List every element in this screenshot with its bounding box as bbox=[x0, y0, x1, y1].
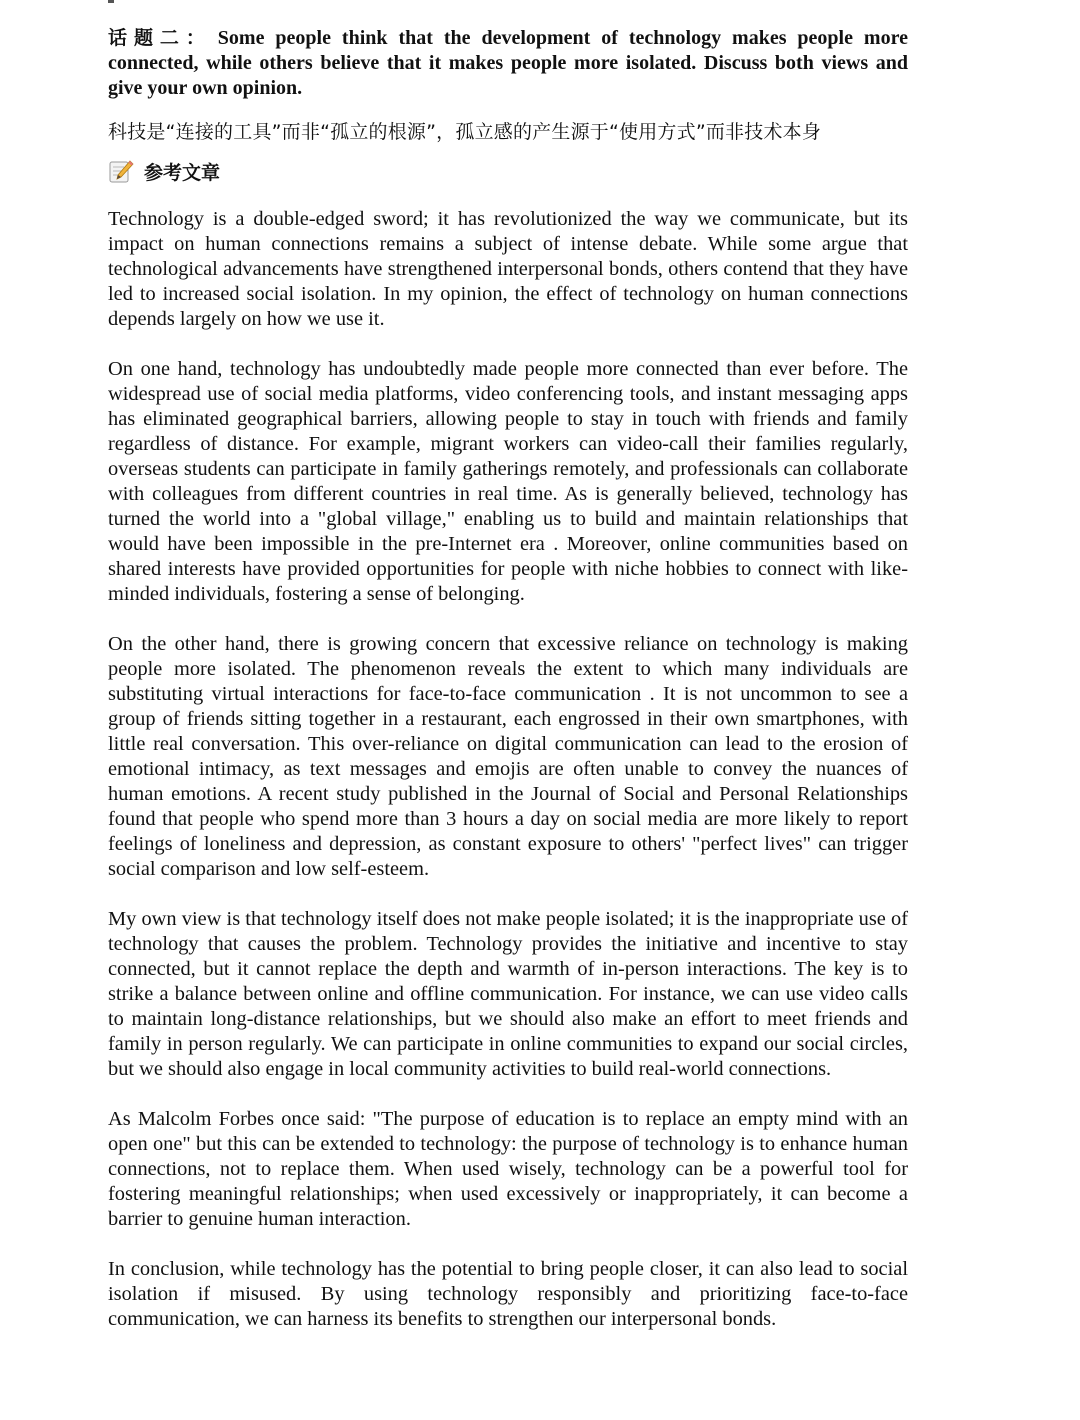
topic-text: Some people think that the development of technology makes people more connected, while others believe that it makes people more isolated. Discuss both views and give your own opinion. bbox=[108, 27, 908, 99]
essay-paragraph: On the other hand, there is growing concern that excessive reliance on technology is making people more isolated. The phenomenon reveals the extent to which many individuals are substituting virtual interactions for face-to-face communication . It is not uncommon to see a group of friends sitting together in a restaurant, each engrossed in their own smartphones, with little real conversation. This over-reliance on digital communication can lead to the erosion of emotional intimacy, as text messages and emojis are often unable to convey the nuances of human emotions. A recent study published in the Journal of Social and Personal Relationships found that people who spend more than 3 hours a day on social media are more likely to report feelings of loneliness and depression, as constant exposure to others' "perfect lives" can trigger social comparison and low self-esteem. bbox=[108, 633, 908, 880]
essay-paragraph: Technology is a double-edged sword; it has revolutionized the way we communicate, but its impact on human connections remains a subject of intense debate. While some argue that technological advancements have strengthened interpersonal bonds, others contend that they have led to increased social isolation. In my opinion, the effect of technology on human connections depends largely on how we use it. bbox=[108, 208, 908, 330]
memo-icon bbox=[108, 158, 134, 184]
chinese-summary: 科技是“连接的工具”而非“孤立的根源”，孤立感的产生源于“使用方式”而非技术本身 bbox=[108, 121, 822, 143]
essay-paragraph: In conclusion, while technology has the potential to bring people closer, it can also lead to social isolation if misused. By using technology responsibly and prioritizing face-to-face communication, we can harness its benefits to strengthen our interpersonal bonds. bbox=[108, 1258, 908, 1330]
document-page bbox=[108, 26, 908, 1357]
essay-paragraph: As Malcolm Forbes once said: "The purpose of education is to replace an empty mind with an open one" but this can be extended to technology: the purpose of technology is to enhance human connections, not to replace them. When used wisely, technology can be a powerful tool for fostering meaningful relationships; when used excessively or inappropriately, it can become a barrier to genuine human interaction. bbox=[108, 1108, 908, 1230]
topic-prompt bbox=[108, 26, 908, 101]
section-heading bbox=[108, 157, 908, 185]
section-title: 参考文章 bbox=[144, 161, 221, 184]
essay-paragraph: My own view is that technology itself does not make people isolated; it is the inappropriate use of technology that causes the problem. Technology provides the initiative and incentive to stay connected, but it cannot replace the depth and warmth of in-person interactions. The key is to strike a balance between online and offline communication. For instance, we can use video calls to maintain long-distance relationships, but we should also make an effort to meet friends and family in person regularly. We can participate in online communities to expand our social circles, but we should also engage in local community activities to build real-world connections. bbox=[108, 908, 908, 1080]
topic-label: 话题二： bbox=[108, 27, 212, 49]
page-edge-mark bbox=[108, 0, 114, 3]
essay-paragraph: On one hand, technology has undoubtedly made people more connected than ever before. The widespread use of social media platforms, video conferencing tools, and instant messaging apps has eliminated geographical barriers, allowing people to stay in touch with friends and family regardless of distance. For example, migrant workers can video-call their families regularly, overseas students can participate in family gatherings remotely, and professionals can collaborate with colleagues from different countries in real time. As is generally believed, technology has turned the world into a "global village," enabling us to build and maintain relationships that would have been impossible in the pre-Internet era . Moreover, online communities based on shared interests have provided opportunities for people with niche hobbies to connect with like-minded individuals, fostering a sense of belonging. bbox=[108, 358, 908, 605]
